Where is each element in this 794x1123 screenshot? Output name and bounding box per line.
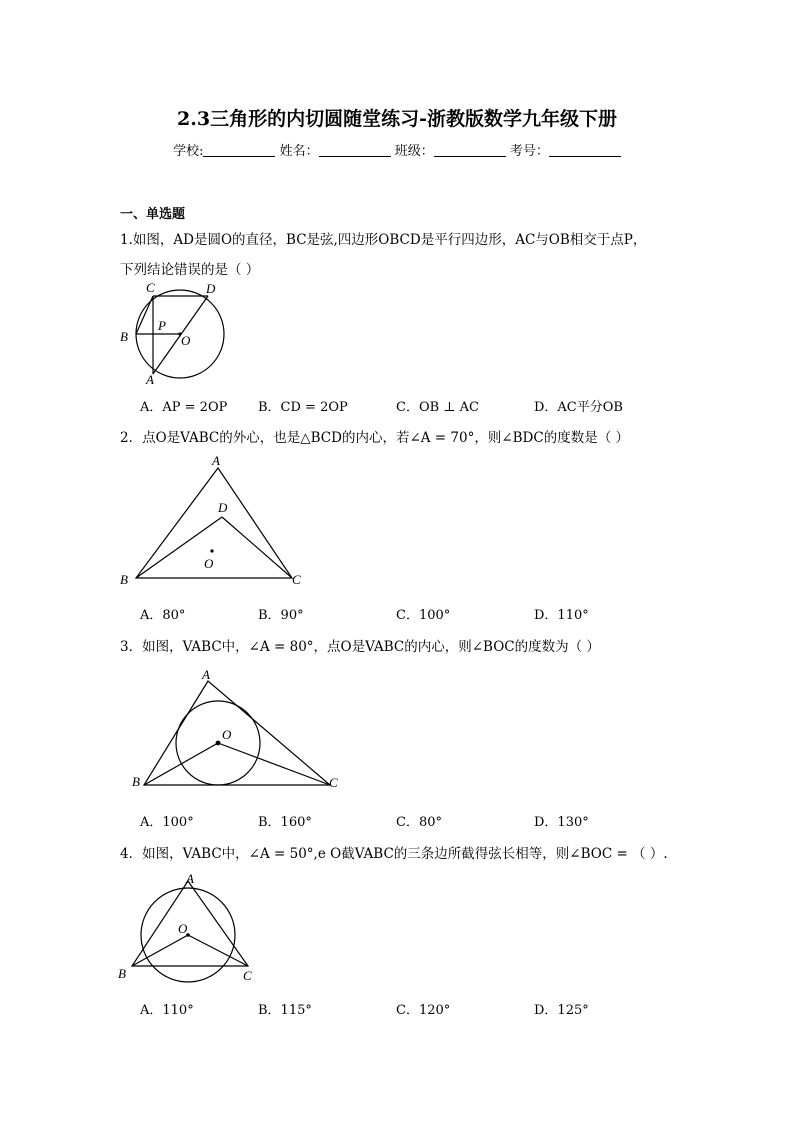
class-blank[interactable] [434, 144, 506, 157]
school-blank[interactable] [203, 144, 275, 157]
number-label: 考号： [509, 144, 549, 159]
question-1-option-a[interactable]: A．AP = 2OP [140, 400, 228, 415]
question-4-stem: 4．如图，VABC中，∠A = 50°,e O截VABC的三条边所截得弦长相等，则∠BOC = （ ）. [120, 846, 668, 862]
question-4-option-b[interactable]: B．115° [258, 1003, 312, 1018]
segment-bc [136, 296, 153, 334]
question-1-stem-line-1: 1.如图，AD是圆O的直径，BC是弦,四边形OBCD是平行四边形，AC与OB相交于点P， [120, 232, 647, 248]
question-1-stem-line-2: 下列结论错误的是（ ） [120, 262, 260, 278]
school-label: 学校: [173, 144, 204, 159]
segment-bo [144, 743, 218, 785]
question-2-option-c[interactable]: C．100° [396, 608, 451, 623]
question-1-option-b[interactable]: B．CD = 2OP [258, 400, 348, 415]
label-o: O [204, 556, 214, 571]
label-o: O [178, 921, 188, 936]
class-label: 班级： [394, 144, 434, 159]
label-d: D [218, 500, 228, 515]
number-blank[interactable] [549, 144, 621, 157]
segment-bo [132, 935, 188, 966]
label-c: C [146, 280, 155, 295]
question-3-option-b[interactable]: B．160° [258, 815, 312, 830]
label-o: O [222, 727, 232, 742]
question-2-option-d[interactable]: D．110° [534, 608, 589, 623]
question-2-option-b[interactable]: B．90° [258, 608, 304, 623]
label-d: D [206, 281, 216, 296]
question-2-option-a[interactable]: A．80° [140, 608, 186, 623]
question-4-option-a[interactable]: A．110° [140, 1003, 194, 1018]
label-b: B [118, 966, 126, 981]
question-4-option-c[interactable]: C．120° [396, 1003, 451, 1018]
label-p: P [158, 318, 166, 333]
label-b: B [120, 329, 128, 344]
point-o-dot [210, 549, 213, 552]
label-a: A [186, 871, 194, 886]
label-o: O [181, 333, 191, 348]
label-c: C [292, 572, 301, 587]
segment-oc [188, 935, 248, 966]
label-c: C [329, 775, 338, 790]
question-3-option-a[interactable]: A．100° [140, 815, 194, 830]
segment-oc [218, 743, 330, 785]
question-3-stem: 3．如图，VABC中，∠A = 80°，点O是VABC的内心，则∠BOC的度数为（ ） [120, 639, 600, 655]
question-3-figure [122, 665, 352, 795]
label-b: B [120, 572, 128, 587]
question-4-option-d[interactable]: D．125° [534, 1003, 589, 1018]
question-1-option-c[interactable]: C．OB ⊥ AC [396, 400, 479, 415]
question-1-option-d[interactable]: D．AC平分OB [534, 400, 623, 415]
section-heading: 一、单选题 [120, 207, 186, 222]
question-3-option-c[interactable]: C．80° [396, 815, 442, 830]
question-3-option-d[interactable]: D．130° [534, 815, 589, 830]
name-blank[interactable] [319, 144, 391, 157]
label-a: A [202, 667, 210, 682]
label-a: A [146, 372, 154, 387]
page-title: 2.3三角形的内切圆随堂练习-浙教版数学九年级下册 [177, 108, 617, 130]
name-label: 姓名： [279, 144, 319, 159]
triangle-abc [132, 881, 248, 966]
student-info-line [0, 140, 794, 159]
question-4-figure [112, 868, 272, 984]
question-1-figure [112, 278, 242, 390]
center-o-dot [216, 741, 221, 746]
label-a: A [212, 453, 220, 468]
label-b: B [132, 774, 140, 789]
question-2-figure [112, 450, 312, 590]
label-c: C [243, 968, 252, 983]
question-2-stem: 2．点O是VABC的外心，也是△BCD的内心，若∠A = 70°，则∠BDC的度数是（ ） [120, 430, 630, 446]
